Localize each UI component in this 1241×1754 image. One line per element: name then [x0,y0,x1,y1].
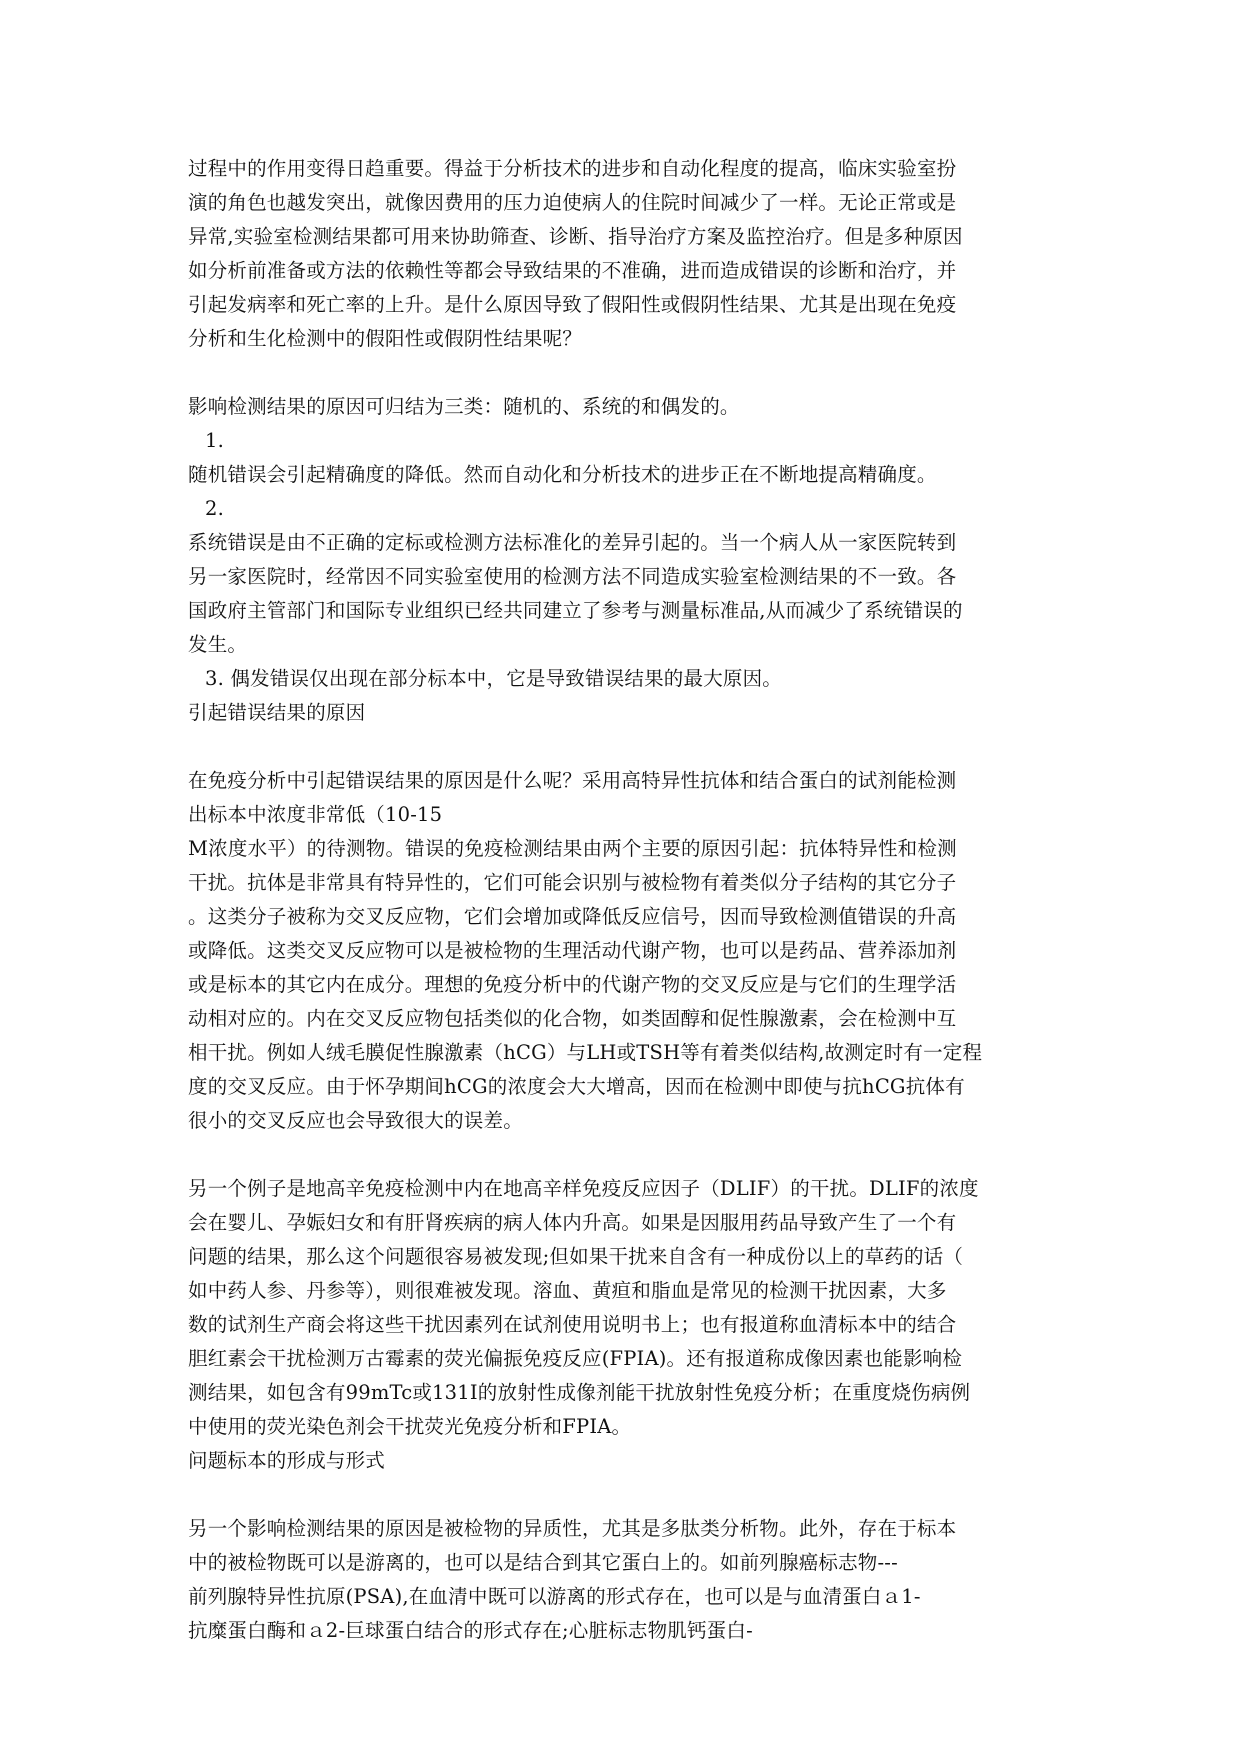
paragraph-line: 另一个例子是地高辛免疫检测中内在地高辛样免疫反应因子（DLIF）的干扰。DLIF的浓度 [188,1177,979,1200]
paragraph-line: 胆红素会干扰检测万古霉素的荧光偏振免疫反应(FPIA)。还有报道称成像因素也能影响检 [188,1347,963,1370]
paragraph-gap [188,1478,1068,1512]
list-item-3: 3. 偶发错误仅出现在部分标本中，它是导致错误结果的最大原因。 [205,667,783,690]
paragraph-line: 问题的结果，那么这个问题很容易被发现;但如果干扰来自含有一种成份以上的草药的话（ [188,1245,964,1268]
paragraph-gap [188,356,1068,390]
list-item-number-2: 2. [205,497,225,520]
paragraph-line: 如分析前准备或方法的依赖性等都会导致结果的不准确，进而造成错误的诊断和治疗，并 [188,259,957,282]
paragraph-line: 另一个影响检测结果的原因是被检物的异质性，尤其是多肽类分析物。此外，存在于标本 [188,1517,957,1540]
paragraph-line: 抗糜蛋白酶和ａ2-巨球蛋白结合的形式存在;心脏标志物肌钙蛋白- [188,1619,753,1642]
paragraph-line: 数的试剂生产商会将这些干扰因素列在试剂使用说明书上；也有报道称血清标本中的结合 [188,1313,957,1336]
list-item-text-2 [188,526,1068,662]
list-item-number-1: 1. [205,429,225,452]
paragraph-line: 干扰。抗体是非常具有特异性的，它们可能会识别与被检物有着类似分子结构的其它分子 [188,871,957,894]
paragraph-line: 或降低。这类交叉反应物可以是被检物的生理活动代谢产物，也可以是药品、营养添加剂 [188,939,957,962]
document-body [188,152,1068,1648]
paragraph-line: 中使用的荧光染色剂会干扰荧光免疫分析和FPIA。 [188,1415,632,1438]
paragraph-line: 出标本中浓度非常低（10-15 [188,803,443,826]
paragraph-line: 另一家医院时，经常因不同实验室使用的检测方法不同造成实验室检测结果的不一致。各 [188,565,957,588]
section-heading-samples: 问题标本的形成与形式 [188,1449,386,1472]
paragraph-line: 在免疫分析中引起错误结果的原因是什么呢？采用高特异性抗体和结合蛋白的试剂能检测 [188,769,957,792]
paragraph-line: 很小的交叉反应也会导致很大的误差。 [188,1109,523,1132]
paragraph-line: 过程中的作用变得日趋重要。得益于分析技术的进步和自动化程度的提高，临床实验室扮 [188,157,957,180]
heterogeneity-paragraph [188,1512,1068,1648]
immuno-paragraph [188,764,1068,1138]
paragraph-line: M浓度水平）的待测物。错误的免疫检测结果由两个主要的原因引起：抗体特异性和检测 [188,837,957,860]
paragraph-line: 或是标本的其它内在成分。理想的免疫分析中的代谢产物的交叉反应是与它们的生理学活 [188,973,957,996]
paragraph-line: 动相对应的。内在交叉反应物包括类似的化合物，如类固醇和促性腺激素，会在检测中互 [188,1007,957,1030]
paragraph-line: 异常,实验室检测结果都可用来协助筛查、诊断、指导治疗方案及监控治疗。但是多种原因 [188,225,963,248]
list-item-text-1: 随机错误会引起精确度的降低。然而自动化和分析技术的进步正在不断地提高精确度。 [188,463,937,486]
paragraph-line: 。这类分子被称为交叉反应物，它们会增加或降低反应信号，因而导致检测值错误的升高 [188,905,957,928]
paragraph-line: 测结果，如包含有99mTc或131I的放射性成像剂能干扰放射性免疫分析；在重度烧伤病例 [188,1381,971,1404]
paragraph-line: 分析和生化检测中的假阳性或假阴性结果呢？ [188,327,583,350]
paragraph-line: 演的角色也越发突出，就像因费用的压力迫使病人的住院时间减少了一样。无论正常或是 [188,191,957,214]
paragraph-line: 系统错误是由不正确的定标或检测方法标准化的差异引起的。当一个病人从一家医院转到 [188,531,957,554]
causes-intro: 影响检测结果的原因可归结为三类：随机的、系统的和偶发的。 [188,395,740,418]
paragraph-line: 如中药人参、丹参等），则很难被发现。溶血、黄疸和脂血是常见的检测干扰因素，大多 [188,1279,947,1302]
section-heading-errors: 引起错误结果的原因 [188,701,366,724]
paragraph-line: 度的交叉反应。由于怀孕期间hCG的浓度会大大增高，因而在检测中即使与抗hCG抗体有 [188,1075,965,1098]
digoxin-paragraph [188,1172,1068,1444]
paragraph-gap [188,730,1068,764]
paragraph-line: 引起发病率和死亡率的上升。是什么原因导致了假阳性或假阴性结果、尤其是出现在免疫 [188,293,957,316]
paragraph-line: 中的被检物既可以是游离的，也可以是结合到其它蛋白上的。如前列腺癌标志物--- [188,1551,898,1574]
paragraph-line: 前列腺特异性抗原(PSA),在血清中既可以游离的形式存在，也可以是与血清蛋白ａ1- [188,1585,921,1608]
intro-paragraph [188,152,1068,356]
paragraph-line: 发生。 [188,633,248,656]
paragraph-line: 会在婴儿、孕娠妇女和有肝肾疾病的病人体内升高。如果是因服用药品导致产生了一个有 [188,1211,957,1234]
paragraph-gap [188,1138,1068,1172]
paragraph-line: 相干扰。例如人绒毛膜促性腺激素（hCG）与LH或TSH等有着类似结构,故测定时有一定程 [188,1041,983,1064]
paragraph-line: 国政府主管部门和国际专业组织已经共同建立了参考与测量标准品,从而减少了系统错误的 [188,599,963,622]
